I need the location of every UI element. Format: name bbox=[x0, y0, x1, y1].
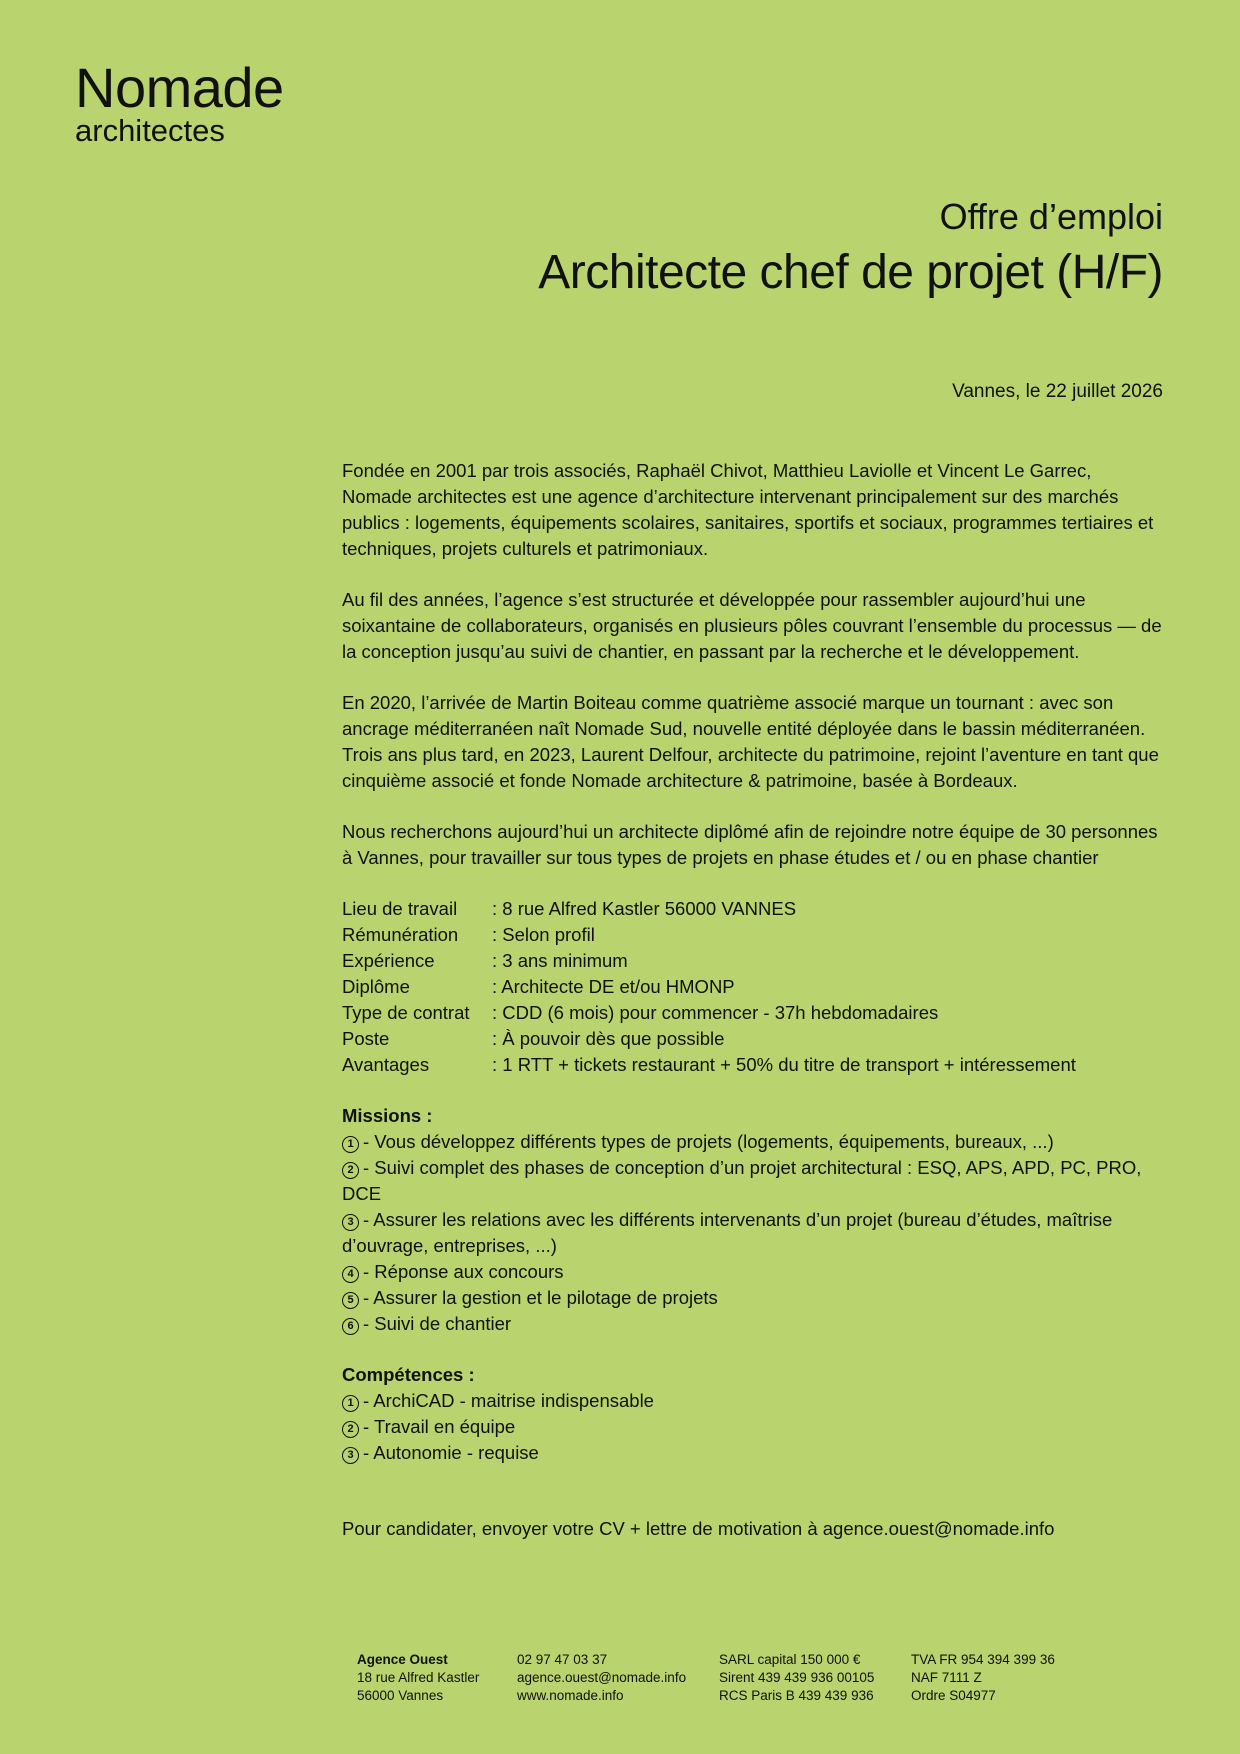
fact-label: Poste bbox=[342, 1028, 390, 1049]
phone-number: 02 97 47 03 37 bbox=[517, 1652, 608, 1667]
logo-name: Nomade bbox=[75, 56, 284, 119]
circled-number-icon: 2 bbox=[342, 1162, 359, 1179]
missions-list bbox=[342, 1103, 1164, 1337]
mission-text: - Assurer les relations avec les différents intervenants d’un projet (bureau d’études, maîtrise d’ouvrage, entreprises, ...) bbox=[342, 1209, 1113, 1256]
rcs: RCS Paris B 439 439 936 bbox=[719, 1688, 874, 1703]
fact-value: : 1 RTT + tickets restaurant + 50% du titre de transport + intéressement bbox=[492, 1054, 1076, 1075]
skills-list bbox=[342, 1362, 1164, 1466]
fact-value: : Architecte DE et/ou HMONP bbox=[492, 976, 735, 997]
fact-value: : 3 ans minimum bbox=[492, 950, 628, 971]
mission-text: - Réponse aux concours bbox=[363, 1261, 564, 1282]
website: www.nomade.info bbox=[517, 1688, 624, 1703]
fact-value: : CDD (6 mois) pour commencer - 37h hebdomadaires bbox=[492, 1002, 939, 1023]
footer-legal bbox=[719, 1651, 911, 1705]
email-address: agence.ouest@nomade.info bbox=[517, 1670, 687, 1685]
circled-number-icon: 3 bbox=[342, 1214, 359, 1231]
circled-number-icon: 6 bbox=[342, 1318, 359, 1335]
fact-value: : Selon profil bbox=[492, 924, 595, 945]
fact-row-diploma bbox=[342, 974, 1164, 1000]
fact-value: : À pouvoir dès que possible bbox=[492, 1028, 725, 1049]
mission-item bbox=[342, 1285, 1164, 1311]
job-facts bbox=[342, 896, 1164, 1078]
footer bbox=[357, 1651, 1091, 1705]
skill-item bbox=[342, 1414, 1164, 1440]
search-paragraph: Nous recherchons aujourd’hui un architecte diplômé afin de rejoindre notre équipe de 30 personnes à Vannes, pour travailler sur tous types de projets en phase études et / ou en phase chantier bbox=[342, 821, 1158, 868]
footer-registration bbox=[911, 1651, 1091, 1705]
fact-row-contract bbox=[342, 1000, 1164, 1026]
fact-row-position bbox=[342, 1026, 1164, 1052]
circled-number-icon: 3 bbox=[342, 1447, 359, 1464]
mission-item bbox=[342, 1155, 1164, 1207]
skills-title: Compétences : bbox=[342, 1364, 475, 1385]
document-date: Vannes, le 22 juillet 2026 bbox=[952, 381, 1163, 402]
capital: SARL capital 150 000 € bbox=[719, 1652, 861, 1667]
fact-value: : 8 rue Alfred Kastler 56000 VANNES bbox=[492, 898, 797, 919]
growth-paragraph: En 2020, l’arrivée de Martin Boiteau comme quatrième associé marque un tournant : avec son ancrage méditerranéen naît Nomade Sud, nouvelle entité déployée dans le bassin méditerranéen. Trois ans plus tard, en 2023, Laurent Delfour, architecte du patrimoine, rejoint l’aventure en tant que cinquième associé et fonde Nomade architecture & patrimoine, basée à Bordeaux. bbox=[342, 692, 1159, 791]
fact-label: Type de contrat bbox=[342, 1002, 470, 1023]
mission-text: - Suivi complet des phases de conception d’un projet architectural : ESQ, APS, APD, PC, PRO, DCE bbox=[342, 1157, 1142, 1204]
skill-item bbox=[342, 1388, 1164, 1414]
history-paragraph: Au fil des années, l’agence s’est structurée et développée pour rassembler aujourd’hui une soixantaine de collaborateurs, organisés en plusieurs pôles couvrant l’ensemble du processus — de la conception jusqu’au suivi de chantier, en passant par la recherche et le développement. bbox=[342, 589, 1162, 662]
circled-number-icon: 1 bbox=[342, 1395, 359, 1412]
circled-number-icon: 4 bbox=[342, 1266, 359, 1283]
offer-label: Offre d’emploi bbox=[939, 196, 1163, 237]
company-logo bbox=[75, 58, 284, 146]
document-header bbox=[538, 195, 1163, 303]
skill-text: - Travail en équipe bbox=[363, 1416, 516, 1437]
circled-number-icon: 5 bbox=[342, 1292, 359, 1309]
fact-label: Diplôme bbox=[342, 976, 410, 997]
siret: Sirent 439 439 936 00105 bbox=[719, 1670, 875, 1685]
fact-label: Expérience bbox=[342, 950, 435, 971]
circled-number-icon: 1 bbox=[342, 1136, 359, 1153]
agency-street: 18 rue Alfred Kastler bbox=[357, 1670, 480, 1685]
fact-row-salary bbox=[342, 922, 1164, 948]
fact-label: Rémunération bbox=[342, 924, 459, 945]
skill-text: - Autonomie - requise bbox=[363, 1442, 539, 1463]
fact-label: Lieu de travail bbox=[342, 898, 458, 919]
fact-label: Avantages bbox=[342, 1054, 430, 1075]
mission-text: - Suivi de chantier bbox=[363, 1313, 512, 1334]
fact-row-benefits bbox=[342, 1052, 1164, 1078]
fact-row-experience bbox=[342, 948, 1164, 974]
mission-item bbox=[342, 1207, 1164, 1259]
intro-paragraph: Fondée en 2001 par trois associés, Raphaël Chivot, Matthieu Laviolle et Vincent Le Garrec, Nomade architectes est une agence d’architecture intervenant principalement sur des marchés publics : logements, équipements scolaires, sanitaires, sportifs et sociaux, programmes tertiaires et techniques, projets culturels et patrimoniaux. bbox=[342, 460, 1154, 559]
mission-item bbox=[342, 1311, 1164, 1337]
footer-contact bbox=[517, 1651, 719, 1705]
application-instructions: Pour candidater, envoyer votre CV + lettre de motivation à agence.ouest@nomade.info bbox=[342, 1518, 1055, 1539]
job-title: Architecte chef de projet (H/F) bbox=[538, 246, 1163, 299]
agency-name: Agence Ouest bbox=[357, 1652, 448, 1667]
naf-code: NAF 7111 Z bbox=[911, 1670, 982, 1685]
agency-city: 56000 Vannes bbox=[357, 1688, 444, 1703]
skill-item bbox=[342, 1440, 1164, 1466]
skill-text: - ArchiCAD - maitrise indispensable bbox=[363, 1390, 654, 1411]
logo-subtitle: architectes bbox=[75, 113, 225, 148]
order-number: Ordre S04977 bbox=[911, 1688, 996, 1703]
mission-item bbox=[342, 1129, 1164, 1155]
fact-row-location bbox=[342, 896, 1164, 922]
vat-number: TVA FR 954 394 399 36 bbox=[911, 1652, 1055, 1667]
mission-text: - Assurer la gestion et le pilotage de projets bbox=[363, 1287, 718, 1308]
main-content bbox=[342, 458, 1164, 1542]
mission-text: - Vous développez différents types de projets (logements, équipements, bureaux, ...) bbox=[363, 1131, 1054, 1152]
mission-item bbox=[342, 1259, 1164, 1285]
footer-agency bbox=[357, 1651, 517, 1705]
circled-number-icon: 2 bbox=[342, 1421, 359, 1438]
missions-title: Missions : bbox=[342, 1105, 433, 1126]
